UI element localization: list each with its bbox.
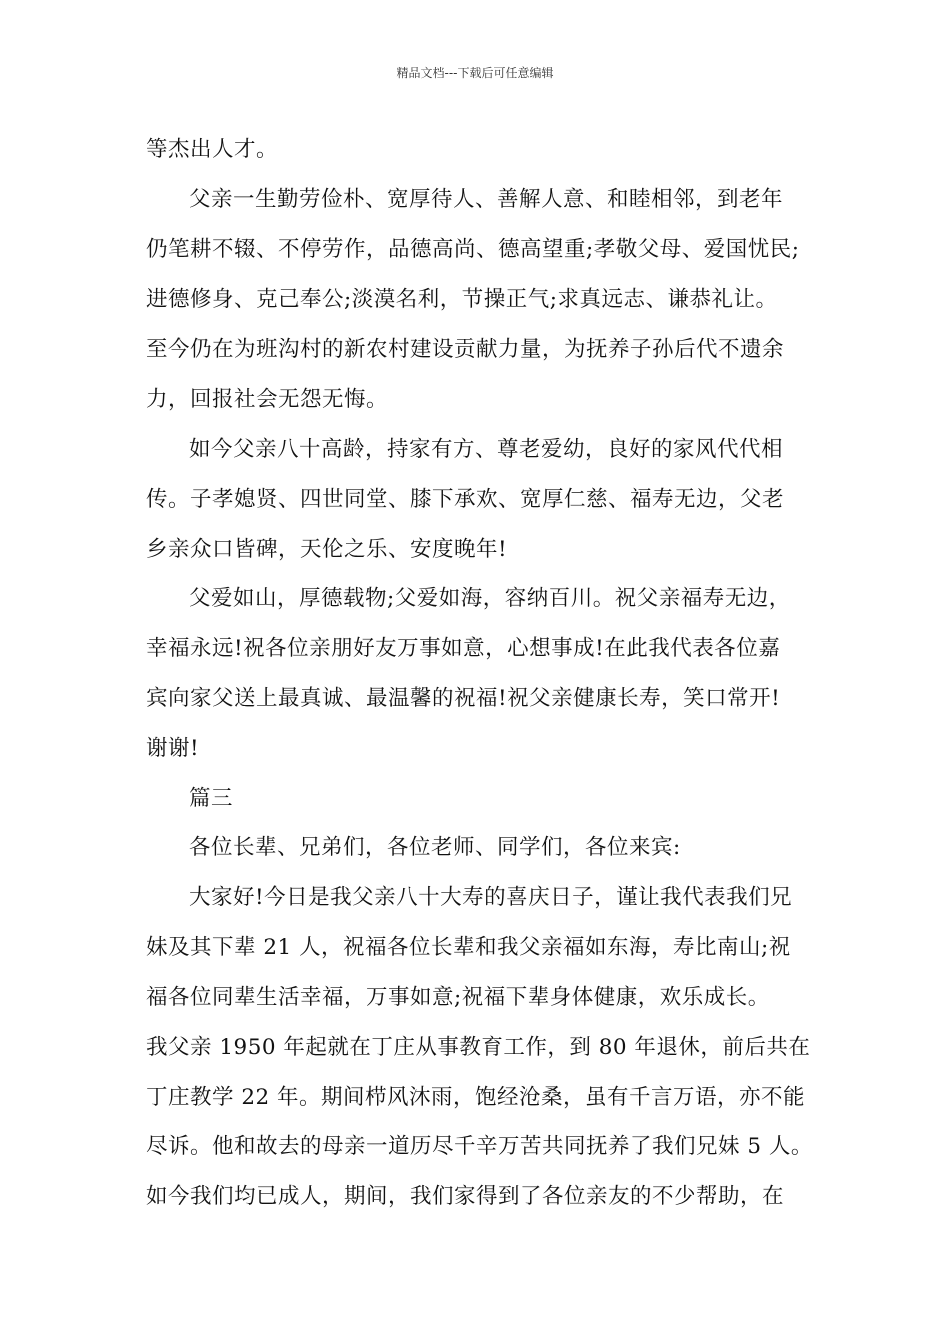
text-line: 如今我们均已成人，期间，我们家得到了各位亲友的不少帮助，在 xyxy=(146,1184,785,1209)
text-line: 丁庄教学 22 年。期间栉风沐雨，饱经沧桑，虽有千言万语，亦不能 xyxy=(146,1085,806,1110)
text-line: 宾向家父送上最真诚、最温馨的祝福!祝父亲健康长寿，笑口常开! xyxy=(146,686,781,711)
text-line: 各位长辈、兄弟们，各位老师、同学们，各位来宾: xyxy=(189,835,681,860)
text-line: 大家好!今日是我父亲八十大寿的喜庆日子，谨让我代表我们兄 xyxy=(189,885,793,910)
text-line: 福各位同辈生活幸福，万事如意;祝福下辈身体健康，欢乐成长。 xyxy=(146,985,770,1010)
text-line: 父爱如山，厚德载物;父爱如海，容纳百川。祝父亲福寿无边， xyxy=(189,586,791,611)
text-line: 谢谢! xyxy=(146,736,200,761)
text-line: 传。子孝媳贤、四世同堂、膝下承欢、宽厚仁慈、福寿无边，父老 xyxy=(146,487,785,512)
text-line: 尽诉。他和故去的母亲一道历尽千辛万苦共同抚养了我们兄妹 5 人。 xyxy=(146,1134,813,1159)
text-line: 父亲一生勤劳俭朴、宽厚待人、善解人意、和睦相邻，到老年 xyxy=(189,187,784,212)
text-line: 乡亲众口皆碑，天伦之乐、安度晚年! xyxy=(146,537,508,562)
text-line: 力，回报社会无怨无悔。 xyxy=(146,387,389,412)
text-line: 妹及其下辈 21 人，祝福各位长辈和我父亲福如东海，寿比南山;祝 xyxy=(146,935,791,960)
section-heading: 篇三 xyxy=(189,786,234,811)
text-line: 幸福永远!祝各位亲朋好友万事如意，心想事成!在此我代表各位嘉 xyxy=(146,636,781,661)
text-line: 我父亲 1950 年起就在丁庄从事教育工作，到 80 年退休，前后共在 xyxy=(146,1035,811,1060)
text-line: 如今父亲八十高龄，持家有方、尊老爱幼，良好的家风代代相 xyxy=(189,437,784,462)
text-line: 进德修身、克己奉公;淡漠名利，节操正气;求真远志、谦恭礼让。 xyxy=(146,287,778,312)
text-line: 等杰出人才。 xyxy=(146,137,279,162)
page-header: 精品文档---下载后可任意编辑 xyxy=(396,66,554,80)
text-line: 仍笔耕不辍、不停劳作，品德高尚、德高望重;孝敬父母、爱国忧民; xyxy=(146,237,800,262)
text-line: 至今仍在为班沟村的新农村建设贡献力量，为抚养子孙后代不遗余 xyxy=(146,337,785,362)
